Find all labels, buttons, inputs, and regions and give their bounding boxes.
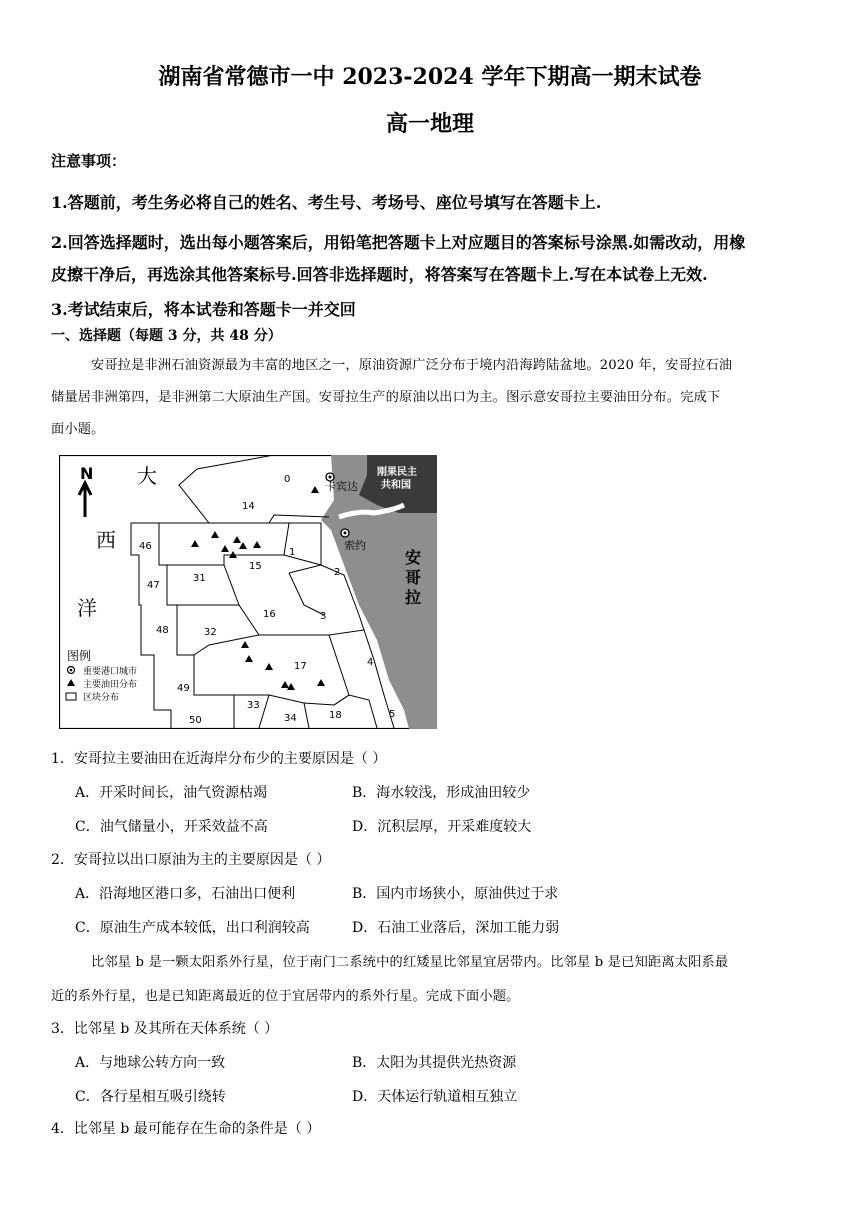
block-label: 14	[242, 501, 255, 512]
q1-option-b: B．海水较浅，形成油田较少	[352, 785, 531, 801]
legend-port: 重要港口城市	[83, 667, 138, 677]
ocean-char-1: 大	[137, 464, 157, 488]
passage1-line-1: 安哥拉是非洲石油资源最为丰富的地区之一，原油资源广泛分布于境内沿海跨陆盆地。2020 年，安哥拉石油	[91, 358, 733, 373]
notice-item-1: 1.答题前，考生务必将自己的姓名、考生号、考场号、座位号填写在答题卡上.	[51, 193, 602, 212]
q1-option-d: D．沉积层厚，开采难度较大	[352, 819, 532, 835]
block-label: 49	[177, 683, 190, 694]
ocean-char-2: 西	[96, 528, 116, 552]
block-label: 34	[284, 713, 297, 724]
block-label: 0	[284, 474, 291, 485]
country-char-2: 哥	[405, 568, 422, 587]
block-label: 2	[334, 567, 341, 578]
block-label: 15	[249, 561, 262, 572]
drc-label-2: 共和国	[381, 480, 411, 491]
legend-title: 图例	[67, 649, 92, 663]
notice-item-3: 3.考试结束后，将本试卷和答题卡一并交回	[51, 300, 356, 319]
section-heading: 一、选择题（每题 3 分，共 48 分）	[51, 328, 282, 344]
block-label: 17	[294, 661, 307, 672]
legend-oil: 主要油田分布	[83, 680, 138, 690]
passage2-line-1: 比邻星 b 是一颗太阳系外行星，位于南门二系统中的红矮星比邻星宜居带内。比邻星 b 是已知距离太阳系最	[91, 955, 729, 970]
country-char-1: 安	[405, 548, 422, 567]
city-cabinda: 卡宾达	[325, 480, 358, 493]
q2-option-c: C．原油生产成本较低，出口利润较高	[75, 920, 310, 936]
city-soyo: 索约	[344, 539, 366, 552]
block-label: 33	[247, 700, 260, 711]
block-label: 5	[389, 709, 396, 720]
q3-option-a: A．与地球公转方向一致	[75, 1055, 226, 1071]
q3-option-b: B．太阳为其提供光热资源	[352, 1055, 517, 1071]
q2-option-b: B．国内市场狭小，原油供过于求	[352, 886, 559, 902]
q2-option-d: D．石油工业落后，深加工能力弱	[352, 920, 560, 936]
q3-option-c: C．各行星相互吸引绕转	[75, 1089, 226, 1105]
passage1-line-3: 面小题。	[51, 422, 105, 437]
q2-stem: 2．安哥拉以出口原油为主的主要原因是（ ）	[51, 852, 331, 868]
block-label: 1	[289, 547, 296, 558]
block-label: 32	[204, 627, 217, 638]
block-label: 47	[147, 580, 160, 591]
north-label: N	[80, 464, 94, 483]
country-char-3: 拉	[405, 588, 422, 607]
exam-title: 湖南省常德市一中 2023-2024 学年下期高一期末试卷	[158, 64, 702, 90]
q1-stem: 1．安哥拉主要油田在近海岸分布少的主要原因是（ ）	[51, 751, 387, 767]
q3-option-d: D．天体运行轨道相互独立	[352, 1089, 518, 1105]
q3-stem: 3．比邻星 b 及其所在天体系统（ ）	[51, 1021, 279, 1037]
legend-block: 区块分布	[83, 693, 120, 703]
q2-option-a: A．沿海地区港口多，石油出口便利	[75, 886, 296, 902]
notice-item-2-line-1: 2.回答选择题时，选出每小题答案后，用铅笔把答题卡上对应题目的答案标号涂黑.如需改动，用橡	[51, 233, 746, 252]
legend-block-icon	[66, 693, 76, 700]
q4-stem: 4．比邻星 b 最可能存在生命的条件是（ ）	[51, 1121, 321, 1137]
block-label: 18	[329, 710, 342, 721]
block-label: 46	[139, 541, 152, 552]
notice-heading: 注意事项：	[51, 152, 127, 170]
angola-oilfield-map	[59, 455, 437, 729]
block-label: 16	[263, 609, 276, 620]
notice-item-2-line-2: 皮擦干净后，再选涂其他答案标号.回答非选择题时，将答案写在答题卡上.写在本试卷上无效.	[51, 265, 708, 284]
passage1-line-2: 储量居非洲第四，是非洲第二大原油生产国。安哥拉生产的原油以出口为主。图示意安哥拉主要油田分布。完成下	[51, 390, 721, 405]
exam-subtitle: 高一地理	[385, 111, 474, 137]
block-label: 3	[320, 611, 327, 622]
block-label: 31	[193, 573, 206, 584]
block-label: 4	[367, 657, 374, 668]
q1-option-a: A．开采时间长，油气资源枯竭	[75, 785, 268, 801]
block-label: 48	[156, 625, 169, 636]
passage2-line-2: 近的系外行星，也是已知距离最近的位于宜居带内的系外行星。完成下面小题。	[51, 989, 520, 1004]
ocean-char-3: 洋	[77, 596, 97, 620]
drc-label-1: 刚果民主	[377, 467, 417, 478]
block-label: 50	[189, 715, 202, 726]
q1-option-c: C．油气储量小，开采效益不高	[75, 819, 268, 835]
